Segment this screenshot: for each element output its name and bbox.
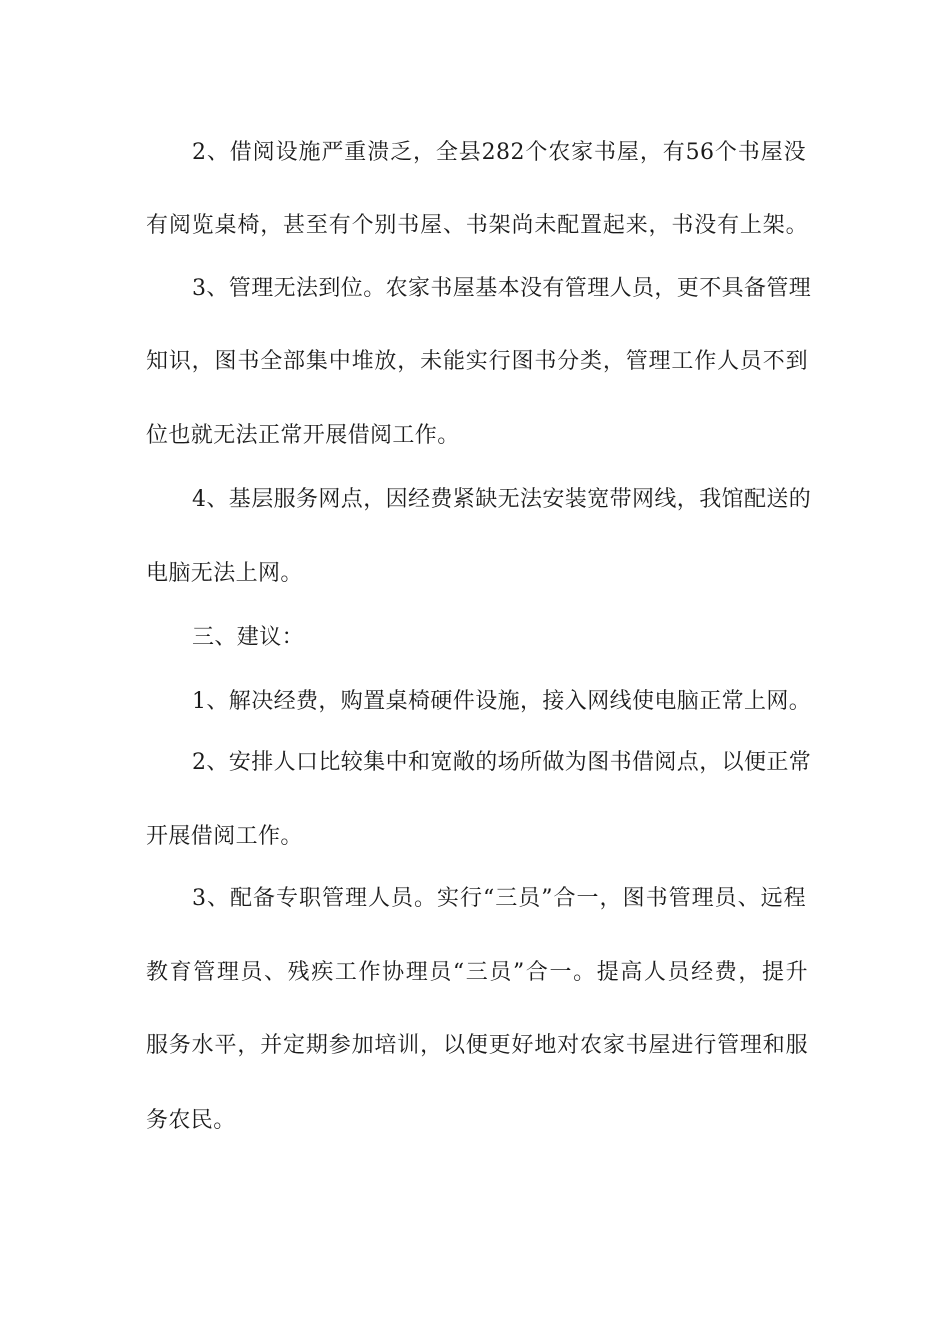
paragraph-line: 2、安排人口比较集中和宽敞的场所做为图书借阅点，以便正常 (192, 750, 812, 775)
paragraph-line: 1、解决经费，购置桌椅硬件设施，接入网线使电脑正常上网。 (192, 689, 812, 714)
paragraph-line: 3、管理无法到位。农家书屋基本没有管理人员，更不具备管理 (192, 276, 812, 301)
paragraph-line: 教育管理员、残疾工作协理员“三员”合一。提高人员经费，提升 (146, 960, 808, 985)
section-heading: 三、建议： (192, 625, 305, 650)
paragraph-line: 位也就无法正常开展借阅工作。 (146, 423, 460, 448)
paragraph-line: 开展借阅工作。 (146, 824, 303, 849)
paragraph-line: 务农民。 (146, 1108, 236, 1133)
paragraph-line: 知识，图书全部集中堆放，未能实行图书分类，管理工作人员不到 (146, 349, 808, 374)
paragraph-line: 3、配备专职管理人员。实行“三员”合一，图书管理员、远程 (192, 886, 806, 911)
paragraph-line: 2、借阅设施严重溃乏，全县282个农家书屋，有56个书屋没 (192, 140, 806, 165)
paragraph-line: 电脑无法上网。 (146, 561, 303, 586)
paragraph-line: 服务水平，并定期参加培训，以便更好地对农家书屋进行管理和服 (146, 1033, 808, 1058)
paragraph-line: 有阅览桌椅，甚至有个别书屋、书架尚未配置起来，书没有上架。 (146, 213, 808, 238)
paragraph-line: 4、基层服务网点，因经费紧缺无法安装宽带网线，我馆配送的 (192, 487, 812, 512)
